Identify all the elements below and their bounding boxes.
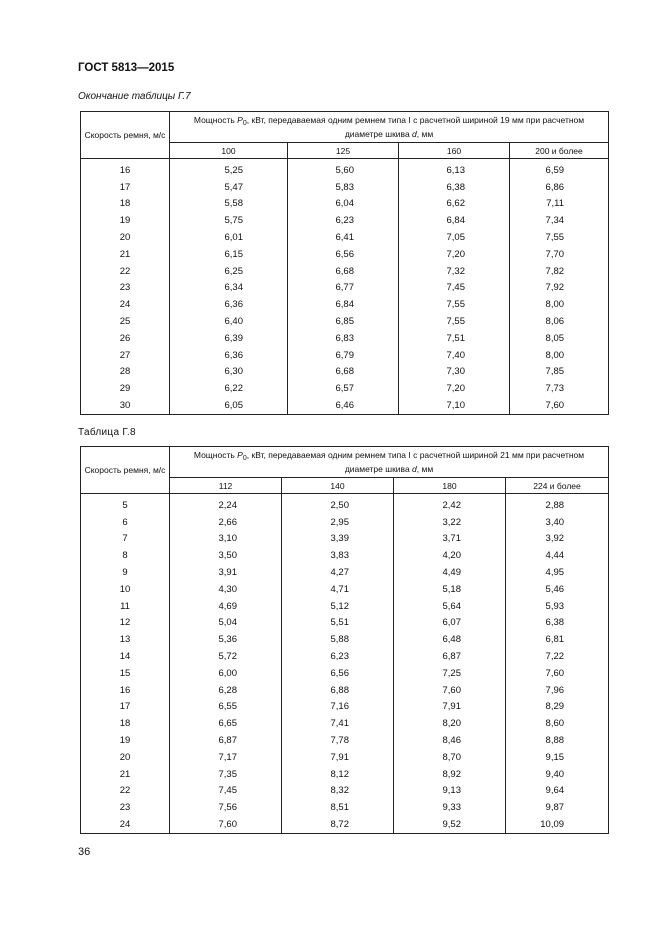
power-value-cell: 8,46 xyxy=(394,732,506,749)
table-row xyxy=(81,648,609,665)
power-value-cell: 7,22 xyxy=(506,648,609,665)
speed-cell: 8 xyxy=(81,547,170,564)
power-value-cell: 6,38 xyxy=(399,179,510,196)
power-value-cell: 5,75 xyxy=(170,212,288,229)
table-row xyxy=(81,159,609,179)
power-value-cell: 4,71 xyxy=(282,581,394,598)
power-value-cell: 8,00 xyxy=(510,347,609,364)
power-value-cell: 3,50 xyxy=(170,547,282,564)
table-row xyxy=(81,615,609,632)
power-value-cell: 6,88 xyxy=(282,682,394,699)
power-value-cell: 6,62 xyxy=(399,196,510,213)
table-row xyxy=(81,196,609,213)
table-row xyxy=(81,598,609,615)
power-value-cell: 7,25 xyxy=(394,665,506,682)
power-value-cell: 4,69 xyxy=(170,598,282,615)
table-row xyxy=(81,749,609,766)
speed-cell: 22 xyxy=(81,263,170,280)
power-value-cell: 3,10 xyxy=(170,531,282,548)
column-header-diameter: 112 xyxy=(170,478,282,494)
table-row xyxy=(81,581,609,598)
power-value-cell: 6,56 xyxy=(282,665,394,682)
power-value-cell: 6,85 xyxy=(288,313,399,330)
power-value-cell: 9,52 xyxy=(394,816,506,833)
power-value-cell: 3,40 xyxy=(506,514,609,531)
power-value-cell: 6,23 xyxy=(282,648,394,665)
power-value-cell: 7,20 xyxy=(399,246,510,263)
power-value-cell: 9,15 xyxy=(506,749,609,766)
power-value-cell: 4,27 xyxy=(282,564,394,581)
power-value-cell: 4,44 xyxy=(506,547,609,564)
speed-cell: 17 xyxy=(81,179,170,196)
table-row xyxy=(81,665,609,682)
table-row xyxy=(81,397,609,414)
table-row xyxy=(81,564,609,581)
power-value-cell: 7,40 xyxy=(399,347,510,364)
power-value-cell: 8,06 xyxy=(510,313,609,330)
power-value-cell: 7,11 xyxy=(510,196,609,213)
power-value-cell: 5,72 xyxy=(170,648,282,665)
power-value-cell: 5,88 xyxy=(282,631,394,648)
power-value-cell: 6,36 xyxy=(170,347,288,364)
table-row xyxy=(81,330,609,347)
power-value-cell: 2,66 xyxy=(170,514,282,531)
power-value-cell: 7,82 xyxy=(510,263,609,280)
power-value-cell: 7,60 xyxy=(394,682,506,699)
power-value-cell: 6,68 xyxy=(288,263,399,280)
power-value-cell: 5,36 xyxy=(170,631,282,648)
power-value-cell: 3,83 xyxy=(282,547,394,564)
speed-cell: 9 xyxy=(81,564,170,581)
table-row xyxy=(81,380,609,397)
document-header: ГОСТ 5813—2015 xyxy=(78,62,175,74)
power-value-cell: 6,07 xyxy=(394,615,506,632)
power-value-cell: 7,73 xyxy=(510,380,609,397)
table-g7 xyxy=(80,111,609,415)
power-value-cell: 5,04 xyxy=(170,615,282,632)
power-value-cell: 7,34 xyxy=(510,212,609,229)
power-value-cell: 6,41 xyxy=(288,229,399,246)
speed-cell: 21 xyxy=(81,766,170,783)
table-row xyxy=(81,179,609,196)
power-value-cell: 7,17 xyxy=(170,749,282,766)
power-value-cell: 6,87 xyxy=(170,732,282,749)
power-value-cell: 5,60 xyxy=(288,159,399,179)
power-value-cell: 7,55 xyxy=(399,313,510,330)
table-row xyxy=(81,547,609,564)
power-value-cell: 3,39 xyxy=(282,531,394,548)
power-value-cell: 4,20 xyxy=(394,547,506,564)
power-value-cell: 6,79 xyxy=(288,347,399,364)
table-g8 xyxy=(80,446,609,834)
column-header-speed: Скорость ремня, м/с xyxy=(81,112,170,159)
power-value-cell: 6,36 xyxy=(170,296,288,313)
power-value-cell: 6,39 xyxy=(170,330,288,347)
power-value-cell: 6,84 xyxy=(288,296,399,313)
power-value-cell: 4,95 xyxy=(506,564,609,581)
power-value-cell: 10,09 xyxy=(506,816,609,833)
column-header-diameter: 180 xyxy=(394,478,506,494)
power-value-cell: 3,22 xyxy=(394,514,506,531)
power-value-cell: 6,86 xyxy=(510,179,609,196)
power-value-cell: 5,25 xyxy=(170,159,288,179)
speed-cell: 19 xyxy=(81,732,170,749)
power-value-cell: 7,60 xyxy=(170,816,282,833)
speed-cell: 20 xyxy=(81,749,170,766)
speed-cell: 20 xyxy=(81,229,170,246)
table-g8-caption: Таблица Г.8 xyxy=(78,427,136,438)
table-row xyxy=(81,531,609,548)
power-value-cell: 6,38 xyxy=(506,615,609,632)
speed-cell: 16 xyxy=(81,159,170,179)
power-value-cell: 5,51 xyxy=(282,615,394,632)
table-row xyxy=(81,816,609,833)
speed-cell: 21 xyxy=(81,246,170,263)
power-value-cell: 7,60 xyxy=(510,397,609,414)
power-value-cell: 7,51 xyxy=(399,330,510,347)
power-value-cell: 6,59 xyxy=(510,159,609,179)
power-value-cell: 8,88 xyxy=(506,732,609,749)
power-value-cell: 6,83 xyxy=(288,330,399,347)
speed-cell: 23 xyxy=(81,280,170,297)
power-value-cell: 8,05 xyxy=(510,330,609,347)
power-value-cell: 7,45 xyxy=(399,280,510,297)
power-value-cell: 7,55 xyxy=(510,229,609,246)
power-value-cell: 3,91 xyxy=(170,564,282,581)
speed-cell: 7 xyxy=(81,531,170,548)
power-value-cell: 6,28 xyxy=(170,682,282,699)
power-value-cell: 7,45 xyxy=(170,783,282,800)
table-row xyxy=(81,263,609,280)
power-value-cell: 7,35 xyxy=(170,766,282,783)
table-row xyxy=(81,229,609,246)
power-value-cell: 8,00 xyxy=(510,296,609,313)
power-value-cell: 6,87 xyxy=(394,648,506,665)
power-value-cell: 7,91 xyxy=(394,699,506,716)
table-row xyxy=(81,766,609,783)
table-row xyxy=(81,212,609,229)
power-value-cell: 4,49 xyxy=(394,564,506,581)
power-value-cell: 5,58 xyxy=(170,196,288,213)
power-value-cell: 6,25 xyxy=(170,263,288,280)
speed-cell: 18 xyxy=(81,196,170,213)
power-value-cell: 6,00 xyxy=(170,665,282,682)
power-value-cell: 6,40 xyxy=(170,313,288,330)
power-value-cell: 2,95 xyxy=(282,514,394,531)
power-value-cell: 7,05 xyxy=(399,229,510,246)
power-value-cell: 7,91 xyxy=(282,749,394,766)
power-value-cell: 6,04 xyxy=(288,196,399,213)
power-value-cell: 6,48 xyxy=(394,631,506,648)
power-value-cell: 2,88 xyxy=(506,494,609,514)
power-value-cell: 3,92 xyxy=(506,531,609,548)
speed-cell: 29 xyxy=(81,380,170,397)
power-value-cell: 6,68 xyxy=(288,364,399,381)
table-row xyxy=(81,514,609,531)
power-value-cell: 6,57 xyxy=(288,380,399,397)
power-value-cell: 7,30 xyxy=(399,364,510,381)
power-value-cell: 5,64 xyxy=(394,598,506,615)
power-value-cell: 9,87 xyxy=(506,799,609,816)
speed-cell: 28 xyxy=(81,364,170,381)
speed-cell: 10 xyxy=(81,581,170,598)
power-value-cell: 8,70 xyxy=(394,749,506,766)
power-value-cell: 7,85 xyxy=(510,364,609,381)
power-value-cell: 9,13 xyxy=(394,783,506,800)
power-value-cell: 6,81 xyxy=(506,631,609,648)
power-value-cell: 7,32 xyxy=(399,263,510,280)
power-value-cell: 5,46 xyxy=(506,581,609,598)
speed-cell: 30 xyxy=(81,397,170,414)
power-value-cell: 7,10 xyxy=(399,397,510,414)
table-row xyxy=(81,631,609,648)
power-value-cell: 8,92 xyxy=(394,766,506,783)
power-value-cell: 7,20 xyxy=(399,380,510,397)
power-value-cell: 7,55 xyxy=(399,296,510,313)
table-row xyxy=(81,732,609,749)
table-row xyxy=(81,364,609,381)
speed-cell: 26 xyxy=(81,330,170,347)
speed-cell: 17 xyxy=(81,699,170,716)
column-header-diameter: 140 xyxy=(282,478,394,494)
power-value-cell: 8,72 xyxy=(282,816,394,833)
speed-cell: 19 xyxy=(81,212,170,229)
power-value-cell: 2,42 xyxy=(394,494,506,514)
table-g7-caption: Окончание таблицы Г.7 xyxy=(78,91,191,102)
speed-cell: 24 xyxy=(81,816,170,833)
power-value-cell: 2,24 xyxy=(170,494,282,514)
speed-cell: 12 xyxy=(81,615,170,632)
speed-cell: 5 xyxy=(81,494,170,514)
power-value-cell: 6,30 xyxy=(170,364,288,381)
power-value-cell: 6,77 xyxy=(288,280,399,297)
table-row xyxy=(81,799,609,816)
power-value-cell: 8,51 xyxy=(282,799,394,816)
table-row xyxy=(81,783,609,800)
power-value-cell: 6,65 xyxy=(170,715,282,732)
speed-cell: 18 xyxy=(81,715,170,732)
speed-cell: 6 xyxy=(81,514,170,531)
power-value-cell: 7,16 xyxy=(282,699,394,716)
power-value-cell: 9,40 xyxy=(506,766,609,783)
power-value-cell: 2,50 xyxy=(282,494,394,514)
power-value-cell: 6,34 xyxy=(170,280,288,297)
speed-cell: 24 xyxy=(81,296,170,313)
speed-cell: 22 xyxy=(81,783,170,800)
power-value-cell: 7,78 xyxy=(282,732,394,749)
speed-cell: 25 xyxy=(81,313,170,330)
power-value-cell: 7,56 xyxy=(170,799,282,816)
power-value-cell: 6,01 xyxy=(170,229,288,246)
speed-cell: 13 xyxy=(81,631,170,648)
power-value-cell: 8,20 xyxy=(394,715,506,732)
table-row xyxy=(81,682,609,699)
power-value-cell: 6,15 xyxy=(170,246,288,263)
table-row xyxy=(81,313,609,330)
column-header-diameter: 125 xyxy=(288,143,399,159)
power-value-cell: 7,41 xyxy=(282,715,394,732)
power-value-cell: 5,18 xyxy=(394,581,506,598)
speed-cell: 23 xyxy=(81,799,170,816)
column-header-diameter: 200 и более xyxy=(510,143,609,159)
power-value-cell: 5,83 xyxy=(288,179,399,196)
speed-cell: 15 xyxy=(81,665,170,682)
power-value-cell: 6,23 xyxy=(288,212,399,229)
power-value-cell: 6,05 xyxy=(170,397,288,414)
power-value-cell: 9,33 xyxy=(394,799,506,816)
speed-cell: 11 xyxy=(81,598,170,615)
column-header-diameter: 224 и более xyxy=(506,478,609,494)
power-value-cell: 7,70 xyxy=(510,246,609,263)
table-row xyxy=(81,347,609,364)
power-value-cell: 5,12 xyxy=(282,598,394,615)
table-row xyxy=(81,715,609,732)
power-value-cell: 9,64 xyxy=(506,783,609,800)
power-value-cell: 8,12 xyxy=(282,766,394,783)
power-value-cell: 3,71 xyxy=(394,531,506,548)
power-value-cell: 6,84 xyxy=(399,212,510,229)
column-header-power: Мощность $P_0$, кВт, передаваемая одним ремнем типа I с расчетной шириной 21 мм при расчетном диаметре шкива d, мм xyxy=(170,447,609,478)
column-header-speed: Скорость ремня, м/с xyxy=(81,447,170,494)
power-value-cell: 8,29 xyxy=(506,699,609,716)
power-value-cell: 6,22 xyxy=(170,380,288,397)
power-value-cell: 5,47 xyxy=(170,179,288,196)
power-value-cell: 7,92 xyxy=(510,280,609,297)
column-header-diameter: 160 xyxy=(399,143,510,159)
table-row xyxy=(81,494,609,514)
power-value-cell: 6,56 xyxy=(288,246,399,263)
table-row xyxy=(81,699,609,716)
speed-cell: 27 xyxy=(81,347,170,364)
power-value-cell: 5,93 xyxy=(506,598,609,615)
power-value-cell: 6,46 xyxy=(288,397,399,414)
speed-cell: 14 xyxy=(81,648,170,665)
page-number: 36 xyxy=(78,846,91,858)
power-value-cell: 7,96 xyxy=(506,682,609,699)
table-row xyxy=(81,280,609,297)
power-value-cell: 6,55 xyxy=(170,699,282,716)
power-value-cell: 6,13 xyxy=(399,159,510,179)
speed-cell: 16 xyxy=(81,682,170,699)
power-value-cell: 8,32 xyxy=(282,783,394,800)
power-value-cell: 8,60 xyxy=(506,715,609,732)
power-value-cell: 7,60 xyxy=(506,665,609,682)
column-header-power: Мощность $P_0$, кВт, передаваемая одним ремнем типа I с расчетной шириной 19 мм при расчетном диаметре шкива d, мм xyxy=(170,112,609,143)
table-row xyxy=(81,296,609,313)
power-value-cell: 4,30 xyxy=(170,581,282,598)
column-header-diameter: 100 xyxy=(170,143,288,159)
table-row xyxy=(81,246,609,263)
